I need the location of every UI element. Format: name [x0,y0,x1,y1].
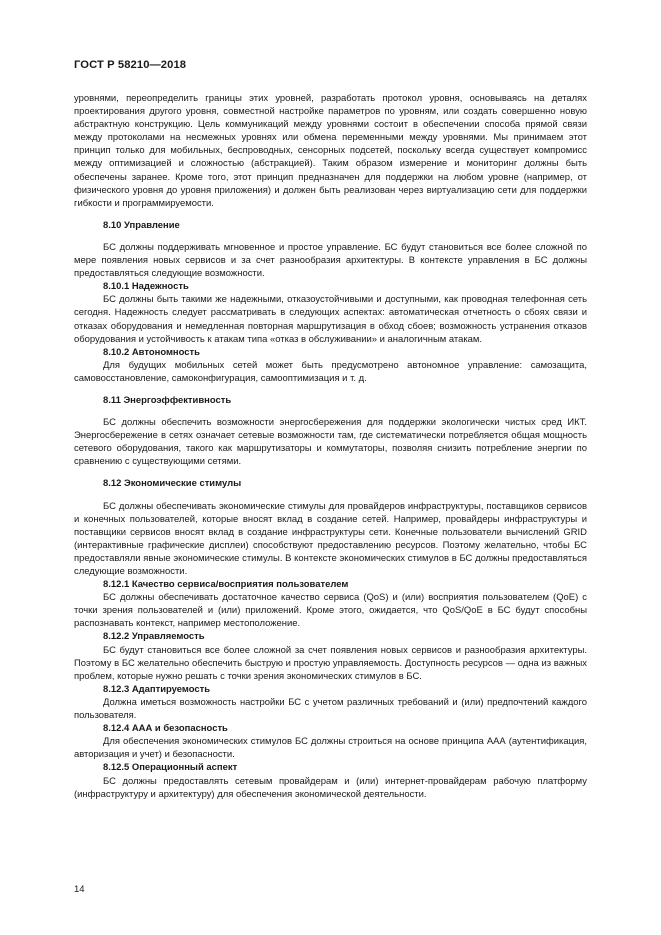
section-8-12-4-heading: 8.12.4 ААА и безопасность [103,723,228,735]
section-8-10-2-heading: 8.10.2 Автономность [103,346,200,358]
section-8-12-2-text: БС будут становиться все более сложной за счет появления новых сервисов и разнообразия архитектуры. Поэтому в БС желательно обеспечить быструю и простую управляемость. Доступность ресурсов — одна из важных проблем, которые нужно решать с точки зрения экономических стимулов в БС. [74,644,587,682]
section-8-12-3-text: Должна иметься возможность настройки БС с учетом различных требований и (или) предпочтений каждого пользователя. [74,696,587,722]
section-8-11-heading: 8.11 Энергоэффективность [103,394,232,406]
section-8-12-2-heading: 8.12.2 Управляемость [103,631,205,643]
section-8-12-3-heading: 8.12.3 Адаптируемость [103,683,211,695]
section-8-12-heading: 8.12 Экономические стимулы [103,478,242,490]
section-8-10-text: БС должны поддерживать мгновенное и простое управление. БС будут становиться все более сложной по мере появления новых сервисов и за счет разнообразия архитектуры. В контексте управления в БС должны предоставляться следующие возможности. [74,241,587,280]
document-body [74,92,587,801]
section-8-12-5-heading: 8.12.5 Операционный аспект [103,762,238,774]
page-number: 14 [74,884,85,895]
section-8-12-4-text: Для обеспечения экономических стимулов БС должны строиться на основе принципа ААА (аутентификация, авторизация и учет) и безопасности. [74,736,587,761]
section-8-11-text: БС должны обеспечить возможности энергосбережения для поддержки экологически чистых сред ИКТ. Энергосбережение в сетях означает сетевые возможности там, где систематически потребляется общая мощность сетевого оборудования, такого как маршрутизаторы и коммутаторы, позволяя снизить потребление энергии по сравнению с существующими сетями. [74,417,587,468]
section-8-10-heading: 8.10 Управление [103,219,180,231]
section-8-12-1-heading: 8.12.1 Качество сервиса/восприятия пользователем [103,579,349,591]
intro-paragraph: уровнями, переопределить границы этих уровней, разработать протокол уровня, основываясь на деталях проектирования другого уровня, совместной настройке параметров по уровням, или создать совершенно новую абстрактную конструкцию. Цель коммуникаций между уровнями состоит в обеспечении способа прямой связи между протоколами на несмежных уровнях или обмена переменными между уровнями. Мы принимаем этот принцип только для мобильных, беспроводных, сенсорных подсетей, поскольку всегда существует компромисс между оптимизацией и сложностью (абстракцией). Таким образом измерение и мониторинг должны быть обеспечены заранее. Кроме того, этот принцип предназначен для поддержки на любом уровне (например, от физического уровня до уровня приложения) и должен быть реализован через виртуализацию сети для поддержки гибкости и программируемости. [74,93,587,209]
document-header: ГОСТ Р 58210—2018 [74,59,187,71]
section-8-10-1-text: БС должны быть такими же надежными, отказоустойчивыми и доступными, как проводная телефонная сеть сегодня. Надежность следует рассматривать в следующих аспектах: автоматическая отчетность о сбоях связи и отказах оборудования и немедленная повторная маршрутизация в обход сбоев; возможность устранения отказов оборудования и устойчивость к атакам типа «отказ в обслуживании» и аналогичным атакам. [74,294,587,345]
section-8-12-5-text: БС должны предоставлять сетевым провайдерам и (или) интернет-провайдерам рабочую платформу (инфраструктуру и архитектуру) для обеспечения экономической деятельности. [74,775,587,800]
section-8-12-1-text: БС должны обеспечивать достаточное качество сервиса (QoS) и (или) восприятия пользователем (QoE) с точки зрения пользователей и (или) приложений. Кроме этого, ожидается, что QoS/QoE в БС будут способны распознавать контекст, например местоположение. [74,592,587,630]
section-8-10-2-text: Для будущих мобильных сетей может быть предусмотрено автономное управление: самозащита, самовосстановление, самоконфигурация, самооптимизация и т. д. [74,359,587,384]
section-8-10-1-heading: 8.10.1 Надежность [103,281,189,293]
section-8-12-text: БС должны обеспечивать экономические стимулы для провайдеров инфраструктуры, поставщиков сервисов и конечных пользователей, которые вносят вклад в создание сетей. Например, провайдеры инфраструктуры и поставщики сервисов вносят вклад в создание инфраструктуры сети. Конечные пользователи вычислений GRID (интерактивные графические дисплеи) способствуют предоставлению ресурсов. Поэтому желательно, чтобы БС предоставляли явные экономические стимулы. В контексте экономических стимулов в БС должны предоставляться следующие возможности. [74,500,587,577]
